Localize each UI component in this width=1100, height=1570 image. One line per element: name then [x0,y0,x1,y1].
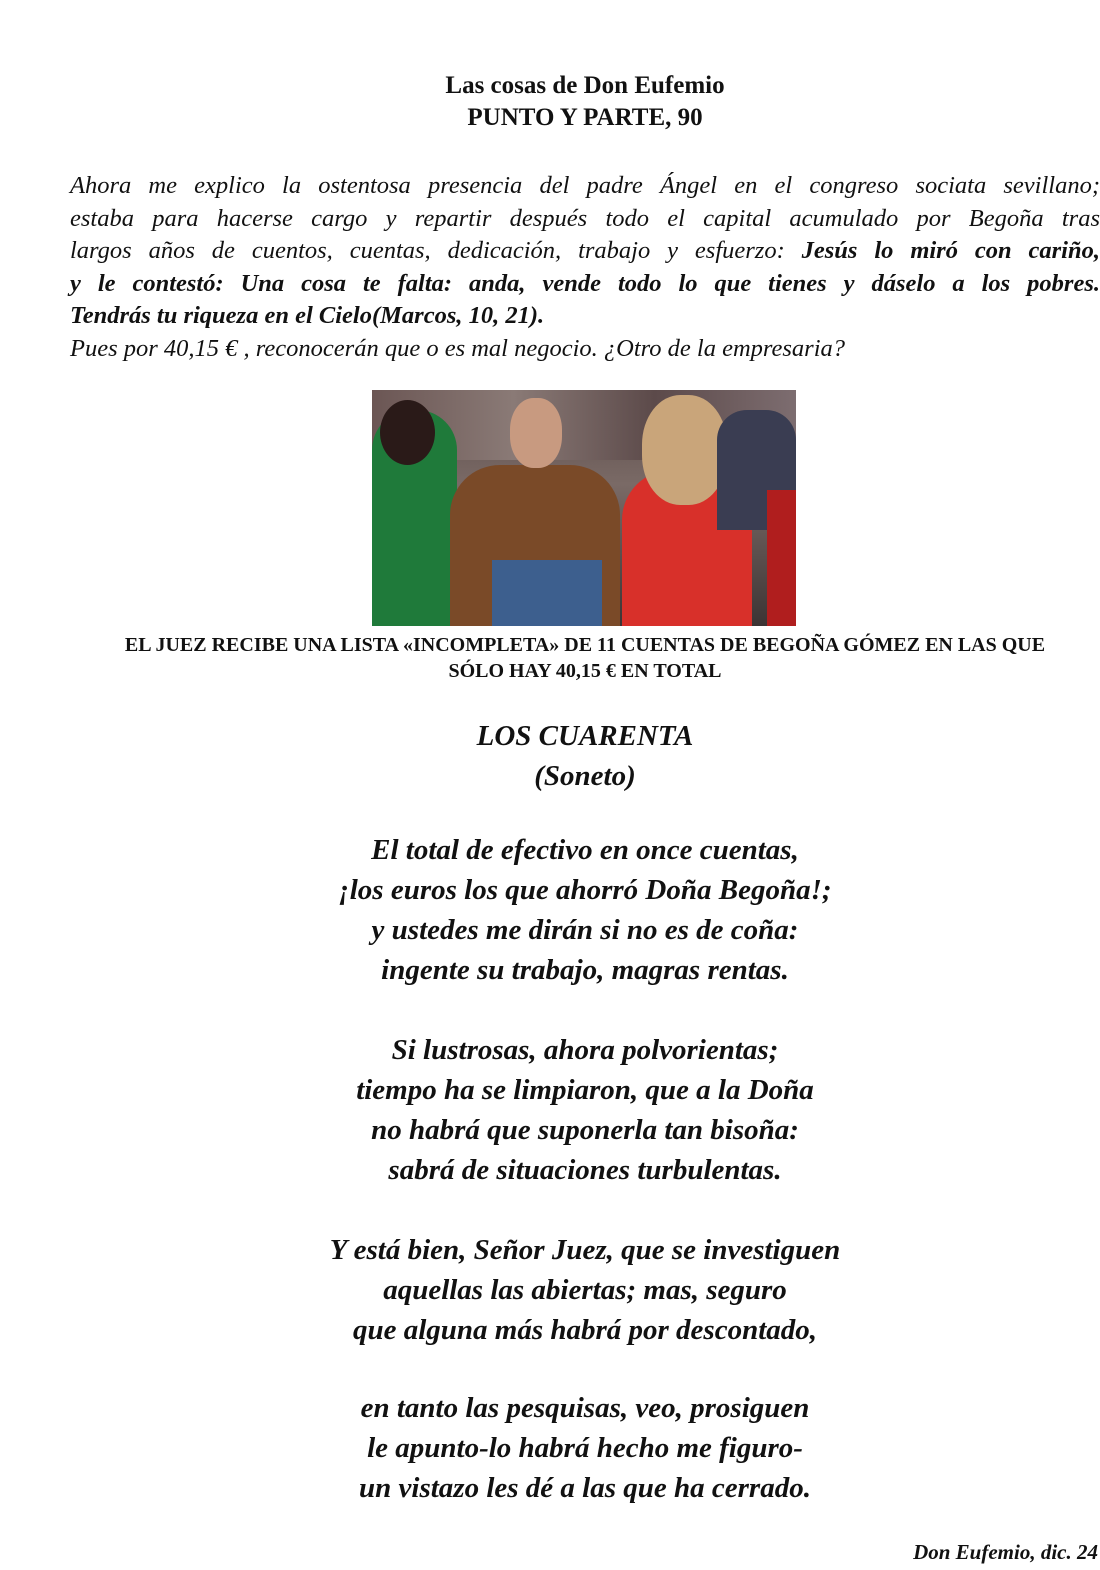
photo-caption [0,632,1100,684]
poem-subtitle: (Soneto) [534,760,636,792]
stanza-2 [0,1030,1100,1190]
caption-line: SÓLO HAY 40,15 € EN TOTAL [448,660,722,682]
verse: no habrá que suponerla tan bisoña: [371,1114,799,1146]
verse: Y está bien, Señor Juez, que se investiguen [329,1234,841,1266]
stanza-4 [0,1388,1100,1508]
verse: le apunto-lo habrá hecho me figuro- [367,1432,803,1464]
verse: aquellas las abiertas; mas, seguro [383,1274,787,1306]
intro-line-text: largos años de cuentos, cuentas, dedicación, trabajo y esfuerzo: [70,237,802,264]
verse: ingente su trabajo, magras rentas. [381,954,789,986]
document-title: Las cosas de Don Eufemio [445,72,725,99]
verse: El total de efectivo en once cuentas, [371,834,799,866]
bible-quote-line [70,268,1100,301]
stanza-1 [0,830,1100,990]
bible-quote-line [70,300,1100,333]
news-photo [372,390,796,626]
verse: tiempo ha se limpiaron, que a la Doña [356,1074,814,1106]
intro-line: Ahora me explico la ostentosa presencia del padre Ángel en el congreso sociata sevillano; [70,172,1100,199]
intro-line: estaba para hacerse cargo y repartir después todo el capital acumulado por Begoña tras [70,204,1100,232]
bible-quote: Jesús lo miró con cariño, [801,237,1100,264]
caption-line: EL JUEZ RECIBE UNA LISTA «INCOMPLETA» DE 11 CUENTAS DE BEGOÑA GÓMEZ EN LAS QUE [124,634,1046,656]
intro-paragraph [70,170,1100,365]
verse: en tanto las pesquisas, veo, prosiguen [360,1392,810,1424]
verse: ¡los euros los que ahorró Doña Begoña!; [338,874,832,906]
verse: sabrá de situaciones turbulentas. [388,1154,782,1186]
bible-quote: y le contestó: Una cosa te falta: anda, vende todo lo que tienes y dáselo a los pobres. [70,269,1100,297]
verse: Si lustrosas, ahora polvorientas; [391,1034,779,1066]
intro-line: Pues por 40,15 € , reconocerán que o es mal negocio. ¿Otro de la empresaria? [70,334,846,362]
document-subtitle: PUNTO Y PARTE, 90 [467,104,703,131]
intro-line [70,235,1100,268]
verse: y ustedes me dirán si no es de coña: [371,914,799,946]
verse: un vistazo les dé a las que ha cerrado. [359,1472,811,1504]
poem-title: LOS CUARENTA [476,720,694,752]
signature: Don Eufemio, dic. 24 [913,1540,1098,1564]
verse: que alguna más habrá por descontado, [352,1314,818,1346]
stanza-3 [0,1230,1100,1350]
bible-quote: Tendrás tu riqueza en el Cielo(Marcos, 10, 21). [70,302,545,329]
